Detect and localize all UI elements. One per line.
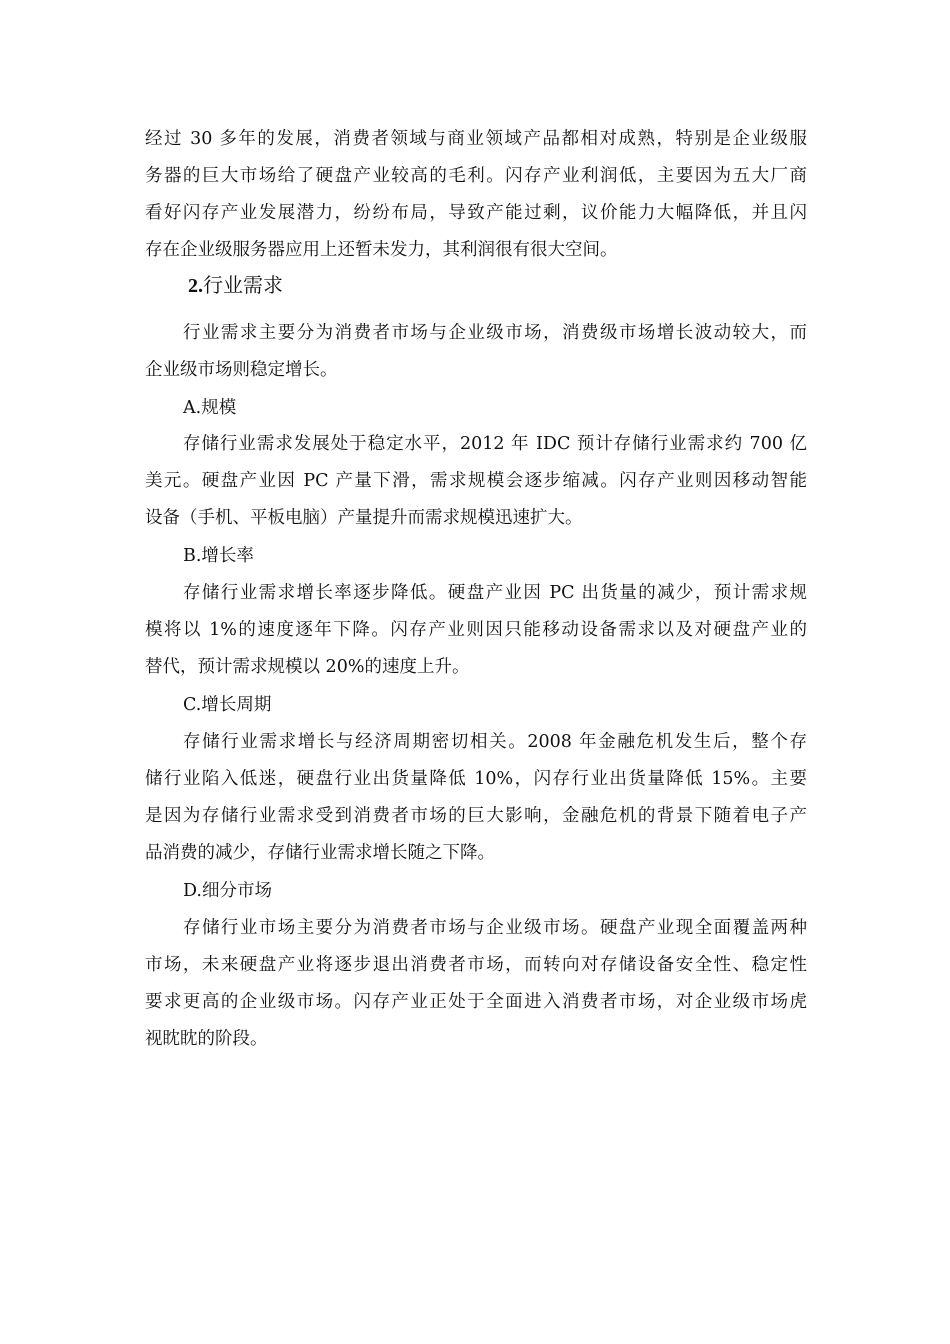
section-number: 2. xyxy=(188,275,203,297)
paragraph-line: 存储行业需求增长与经济周期密切相关。2008 年金融危机发生后，整个存 xyxy=(183,732,807,752)
section-heading xyxy=(188,271,283,300)
paragraph-line: 是因为存储行业需求受到消费者市场的巨大影响，金融危机的背景下随着电子产 xyxy=(145,806,807,826)
paragraph-line: 企业级市场则稳定增长。 xyxy=(145,360,338,380)
paragraph-line: 市场，未来硬盘产业将逐步退出消费者市场，而转向对存储设备安全性、稳定性 xyxy=(145,955,807,975)
paragraph-line: 行业需求主要分为消费者市场与企业级市场，消费级市场增长波动较大，而 xyxy=(183,323,807,343)
paragraph-line: 务器的巨大市场给了硬盘产业较高的毛利。闪存产业利润低，主要因为五大厂商 xyxy=(145,166,807,186)
paragraph-line: 替代，预计需求规模以 20%的速度上升。 xyxy=(145,657,470,677)
paragraph-line: 视眈眈的阶段。 xyxy=(145,1029,268,1049)
paragraph-line: 存储行业需求发展处于稳定水平，2012 年 IDC 预计存储行业需求约 700 亿 xyxy=(183,434,807,454)
paragraph-line: 要求更高的企业级市场。闪存产业正处于全面进入消费者市场，对企业级市场虎 xyxy=(145,992,807,1012)
paragraph-line: 看好闪存产业发展潜力，纷纷布局，导致产能过剩，议价能力大幅降低，并且闪 xyxy=(145,203,807,223)
paragraph-line: 存在企业级服务器应用上还暂未发力，其利润很有很大空间。 xyxy=(145,240,618,260)
paragraph-line: 品消费的减少，存储行业需求增长随之下降。 xyxy=(145,843,495,863)
paragraph-line: 模将以 1%的速度逐年下降。闪存产业则因只能移动设备需求以及对硬盘产业的 xyxy=(145,620,807,640)
paragraph-line: 存储行业需求增长率逐步降低。硬盘产业因 PC 出货量的减少，预计需求规 xyxy=(183,583,807,603)
subheading-b: B.增长率 xyxy=(183,546,254,566)
paragraph-line: 存储行业市场主要分为消费者市场与企业级市场。硬盘产业现全面覆盖两种 xyxy=(183,918,807,938)
subheading-a: A.规模 xyxy=(183,398,237,418)
paragraph-line: 美元。硬盘产业因 PC 产量下滑，需求规模会逐步缩减。闪存产业则因移动智能 xyxy=(145,471,807,491)
section-title: 行业需求 xyxy=(203,273,283,297)
subheading-d: D.细分市场 xyxy=(183,881,272,901)
paragraph-line: 经过 30 多年的发展，消费者领域与商业领域产品都相对成熟，特别是企业级服 xyxy=(145,129,807,149)
paragraph-line: 设备（手机、平板电脑）产量提升而需求规模迅速扩大。 xyxy=(145,508,583,528)
subheading-c: C.增长周期 xyxy=(183,695,272,715)
paragraph-line: 储行业陷入低迷，硬盘行业出货量降低 10%，闪存行业出货量降低 15%。主要 xyxy=(145,769,807,789)
